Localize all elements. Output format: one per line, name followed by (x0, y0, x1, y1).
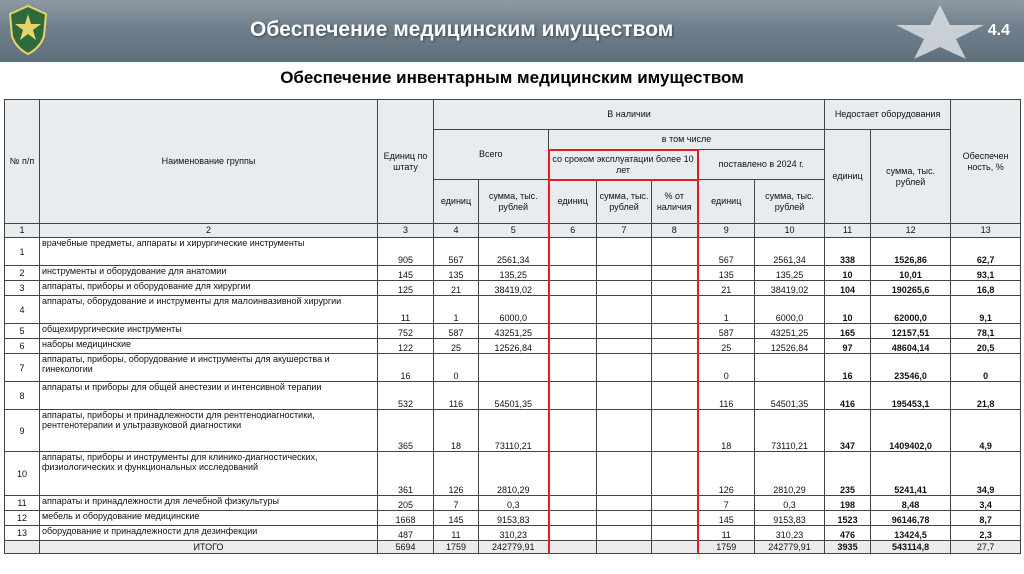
cell-pct: 9,1 (951, 296, 1021, 324)
cell-del_units: 7 (698, 496, 755, 511)
total-units: 1759 (434, 541, 479, 554)
cell-no: 12 (5, 511, 40, 526)
cell-empty (652, 339, 698, 354)
table-row (5, 526, 1021, 541)
cell-short_units: 347 (825, 410, 871, 452)
header-over10-sum: сумма, тыс. рублей (597, 180, 652, 224)
total-staff: 5694 (378, 541, 434, 554)
cell-short_units: 1523 (825, 511, 871, 526)
cell-no: 11 (5, 496, 40, 511)
cell-units: 116 (434, 382, 479, 410)
cell-pct: 16,8 (951, 281, 1021, 296)
cell-staff: 532 (378, 382, 434, 410)
cell-del_units: 21 (698, 281, 755, 296)
table-row (5, 452, 1021, 496)
header-in-stock: В наличии (434, 100, 825, 130)
total-short_sum: 543114,8 (871, 541, 951, 554)
cell-sum: 0,3 (479, 496, 549, 511)
cell-no: 6 (5, 339, 40, 354)
header-short-units: единиц (825, 130, 871, 224)
cell-name: аппараты и приборы для общей анестезии и интенсивной терапии (40, 382, 378, 410)
cell-short_sum: 13424,5 (871, 526, 951, 541)
cell-staff: 752 (378, 324, 434, 339)
cell-staff: 365 (378, 410, 434, 452)
cell-name: мебель и оборудование медицинские (40, 511, 378, 526)
cell-name: аппараты, оборудование и инструменты для малоинвазивной хирургии (40, 296, 378, 324)
cell-sum: 2810,29 (479, 452, 549, 496)
cell-del_sum: 2561,34 (755, 238, 825, 266)
cell-staff: 125 (378, 281, 434, 296)
cell-del_units: 135 (698, 266, 755, 281)
cell-empty (549, 382, 597, 410)
cell-empty (597, 339, 652, 354)
colnum: 13 (951, 224, 1021, 238)
total-sum: 242779,91 (479, 541, 549, 554)
cell-units: 18 (434, 410, 479, 452)
column-number-row (5, 224, 1021, 238)
cell-units: 126 (434, 452, 479, 496)
cell-sum: 54501,35 (479, 382, 549, 410)
cell-name: врачебные предметы, аппараты и хирургические инструменты (40, 238, 378, 266)
header-including: в том числе (549, 130, 825, 150)
total-del_units: 1759 (698, 541, 755, 554)
total-row (5, 541, 1021, 554)
table-row (5, 410, 1021, 452)
cell-del_sum: 6000,0 (755, 296, 825, 324)
colnum: 4 (434, 224, 479, 238)
cell-units: 21 (434, 281, 479, 296)
cell-empty (549, 526, 597, 541)
table-row (5, 382, 1021, 410)
colnum: 5 (479, 224, 549, 238)
cell-pct: 3,4 (951, 496, 1021, 511)
cell-no: 13 (5, 526, 40, 541)
cell-sum: 12526,84 (479, 339, 549, 354)
cell-short_units: 16 (825, 354, 871, 382)
cell-empty (652, 410, 698, 452)
colnum: 10 (755, 224, 825, 238)
table-row (5, 324, 1021, 339)
cell-staff: 487 (378, 526, 434, 541)
cell-sum: 9153,83 (479, 511, 549, 526)
table-row (5, 238, 1021, 266)
cell-sum: 2561,34 (479, 238, 549, 266)
cell-short_units: 416 (825, 382, 871, 410)
header-delivered-sum: сумма, тыс. рублей (755, 180, 825, 224)
cell-pct: 8,7 (951, 511, 1021, 526)
cell-empty (597, 281, 652, 296)
cell-del_units: 126 (698, 452, 755, 496)
cell-name: общехирургические инструменты (40, 324, 378, 339)
cell-name: аппараты, приборы, оборудование и инструменты для акушерства и гинекологии (40, 354, 378, 382)
cell-short_sum: 5241,41 (871, 452, 951, 496)
header-name: Наименование группы (40, 100, 378, 224)
cell-del_units: 0 (698, 354, 755, 382)
cell-empty (549, 452, 597, 496)
cell-del_units: 145 (698, 511, 755, 526)
cell-pct: 34,9 (951, 452, 1021, 496)
total-label: ИТОГО (40, 541, 378, 554)
table-row (5, 354, 1021, 382)
cell-del_units: 587 (698, 324, 755, 339)
cell-del_sum: 135,25 (755, 266, 825, 281)
colnum: 8 (652, 224, 698, 238)
cell-short_units: 10 (825, 266, 871, 281)
header-short-sum: сумма, тыс. рублей (871, 130, 951, 224)
colnum: 11 (825, 224, 871, 238)
slide-title: Обеспечение медицинским имуществом (250, 18, 674, 41)
cell-sum: 6000,0 (479, 296, 549, 324)
cell-name: инструменты и оборудование для анатомии (40, 266, 378, 281)
cell-short_sum: 12157,51 (871, 324, 951, 339)
cell-empty (652, 281, 698, 296)
cell-short_sum: 48604,14 (871, 339, 951, 354)
cell-empty (549, 281, 597, 296)
cell-sum: 310,23 (479, 526, 549, 541)
cell-pct: 78,1 (951, 324, 1021, 339)
cell-empty (597, 354, 652, 382)
header-over10: со сроком эксплуатации более 10 лет (549, 150, 698, 180)
cell-no: 1 (5, 238, 40, 266)
cell-empty (549, 354, 597, 382)
cell-del_sum: 310,23 (755, 526, 825, 541)
cell-empty (549, 296, 597, 324)
cell-short_units: 338 (825, 238, 871, 266)
cell-no: 7 (5, 354, 40, 382)
cell-units: 7 (434, 496, 479, 511)
cell-empty (597, 511, 652, 526)
cell-sum: 73110,21 (479, 410, 549, 452)
cell-del_units: 18 (698, 410, 755, 452)
total-short_units: 3935 (825, 541, 871, 554)
cell-short_units: 104 (825, 281, 871, 296)
table-row (5, 511, 1021, 526)
cell-empty (549, 496, 597, 511)
cell-units: 135 (434, 266, 479, 281)
header-total: Всего (434, 130, 549, 180)
cell-empty (652, 238, 698, 266)
cell-empty (549, 266, 597, 281)
cell-empty (549, 410, 597, 452)
total-cell (652, 541, 698, 554)
colnum: 12 (871, 224, 951, 238)
cell-units: 25 (434, 339, 479, 354)
cell-units: 1 (434, 296, 479, 324)
table-row (5, 296, 1021, 324)
cell-units: 567 (434, 238, 479, 266)
total-cell (597, 541, 652, 554)
cell-empty (597, 496, 652, 511)
cell-short_units: 476 (825, 526, 871, 541)
cell-staff: 145 (378, 266, 434, 281)
colnum: 6 (549, 224, 597, 238)
table-row (5, 496, 1021, 511)
cell-empty (652, 382, 698, 410)
total-del_sum: 242779,91 (755, 541, 825, 554)
cell-empty (597, 382, 652, 410)
cell-del_sum: 38419,02 (755, 281, 825, 296)
cell-del_units: 567 (698, 238, 755, 266)
colnum: 7 (597, 224, 652, 238)
cell-empty (549, 324, 597, 339)
header-no: № п/п (5, 100, 40, 224)
cell-staff: 905 (378, 238, 434, 266)
header-total-units: единиц (434, 180, 479, 224)
slide-header (0, 0, 1024, 62)
cell-no: 9 (5, 410, 40, 452)
cell-short_sum: 96146,78 (871, 511, 951, 526)
header-shortage: Недостает оборудования (825, 100, 951, 130)
header-delivered-units: единиц (698, 180, 755, 224)
cell-sum: 135,25 (479, 266, 549, 281)
cell-del_units: 11 (698, 526, 755, 541)
cell-units: 0 (434, 354, 479, 382)
inventory-table (4, 99, 1021, 554)
table-row (5, 281, 1021, 296)
cell-name: оборудование и принадлежности для дезинфекции (40, 526, 378, 541)
cell-empty (597, 266, 652, 281)
cell-del_sum (755, 354, 825, 382)
cell-staff: 361 (378, 452, 434, 496)
cell-short_sum: 62000,0 (871, 296, 951, 324)
cell-sum: 43251,25 (479, 324, 549, 339)
cell-empty (652, 354, 698, 382)
header-delivered: поставлено в 2024 г. (698, 150, 825, 180)
header-units-staff: Единиц по штату (378, 100, 434, 224)
cell-del_units: 116 (698, 382, 755, 410)
cell-empty (652, 511, 698, 526)
cell-no: 8 (5, 382, 40, 410)
cell-short_sum: 195453,1 (871, 382, 951, 410)
cell-del_sum: 73110,21 (755, 410, 825, 452)
slide-number: 4.4 (987, 22, 1010, 39)
cell-empty (597, 410, 652, 452)
cell-staff: 205 (378, 496, 434, 511)
cell-short_sum: 10,01 (871, 266, 951, 281)
cell-pct: 4,9 (951, 410, 1021, 452)
cell-short_units: 198 (825, 496, 871, 511)
cell-empty (597, 526, 652, 541)
cell-short_units: 97 (825, 339, 871, 354)
cell-empty (597, 452, 652, 496)
cell-empty (652, 324, 698, 339)
cell-short_units: 165 (825, 324, 871, 339)
cell-short_sum: 8,48 (871, 496, 951, 511)
cell-empty (549, 238, 597, 266)
cell-sum (479, 354, 549, 382)
cell-short_sum: 1526,86 (871, 238, 951, 266)
cell-units: 587 (434, 324, 479, 339)
cell-short_units: 10 (825, 296, 871, 324)
cell-pct: 21,8 (951, 382, 1021, 410)
cell-empty (549, 511, 597, 526)
cell-name: аппараты и принадлежности для лечебной физкультуры (40, 496, 378, 511)
header-over10-pct: % от наличия (652, 180, 698, 224)
cell-staff: 122 (378, 339, 434, 354)
cell-no: 4 (5, 296, 40, 324)
header-over10-units: единиц (549, 180, 597, 224)
cell-staff: 11 (378, 296, 434, 324)
table-row (5, 266, 1021, 281)
colnum: 1 (5, 224, 40, 238)
cell-empty (597, 296, 652, 324)
military-emblem-icon (6, 4, 50, 56)
colnum: 9 (698, 224, 755, 238)
cell-no: 5 (5, 324, 40, 339)
cell-del_units: 1 (698, 296, 755, 324)
cell-del_sum: 43251,25 (755, 324, 825, 339)
cell-empty (597, 238, 652, 266)
total-pct: 27,7 (951, 541, 1021, 554)
cell-short_sum: 1409402,0 (871, 410, 951, 452)
cell-empty (597, 324, 652, 339)
total-cell (549, 541, 597, 554)
cell-empty (652, 296, 698, 324)
cell-no: 10 (5, 452, 40, 496)
cell-pct: 93,1 (951, 266, 1021, 281)
cell-name: наборы медицинские (40, 339, 378, 354)
cell-units: 11 (434, 526, 479, 541)
cell-units: 145 (434, 511, 479, 526)
cell-empty (652, 496, 698, 511)
cell-short_sum: 23546,0 (871, 354, 951, 382)
table-title: Обеспечение инвентарным медицинским имуществом (280, 68, 744, 87)
cell-no: 3 (5, 281, 40, 296)
cell-name: аппараты, приборы и оборудование для хирургии (40, 281, 378, 296)
cell-empty (652, 526, 698, 541)
cell-empty (549, 339, 597, 354)
cell-pct: 62,7 (951, 238, 1021, 266)
star-logo-icon (894, 3, 986, 61)
cell-del_sum: 0,3 (755, 496, 825, 511)
cell-empty (652, 266, 698, 281)
cell-short_units: 235 (825, 452, 871, 496)
cell-staff: 1668 (378, 511, 434, 526)
cell-del_sum: 12526,84 (755, 339, 825, 354)
colnum: 2 (40, 224, 378, 238)
cell-name: аппараты, приборы и принадлежности для рентгенодиагностики, рентгенотерапии и ультразвуковой диагностики (40, 410, 378, 452)
header-total-sum: сумма, тыс. рублей (479, 180, 549, 224)
cell-pct: 20,5 (951, 339, 1021, 354)
cell-short_sum: 190265,6 (871, 281, 951, 296)
cell-del_sum: 2810,29 (755, 452, 825, 496)
total-cell (5, 541, 40, 554)
cell-name: аппараты, приборы и инструменты для клинико-диагностических, физиологических и функциональных исследований (40, 452, 378, 496)
colnum: 3 (378, 224, 434, 238)
cell-del_sum: 54501,35 (755, 382, 825, 410)
cell-no: 2 (5, 266, 40, 281)
cell-pct: 2,3 (951, 526, 1021, 541)
cell-staff: 16 (378, 354, 434, 382)
cell-pct: 0 (951, 354, 1021, 382)
cell-empty (652, 452, 698, 496)
table-row (5, 339, 1021, 354)
cell-del_sum: 9153,83 (755, 511, 825, 526)
cell-del_units: 25 (698, 339, 755, 354)
header-provision: Обеспечен ность, % (951, 100, 1021, 224)
cell-sum: 38419,02 (479, 281, 549, 296)
